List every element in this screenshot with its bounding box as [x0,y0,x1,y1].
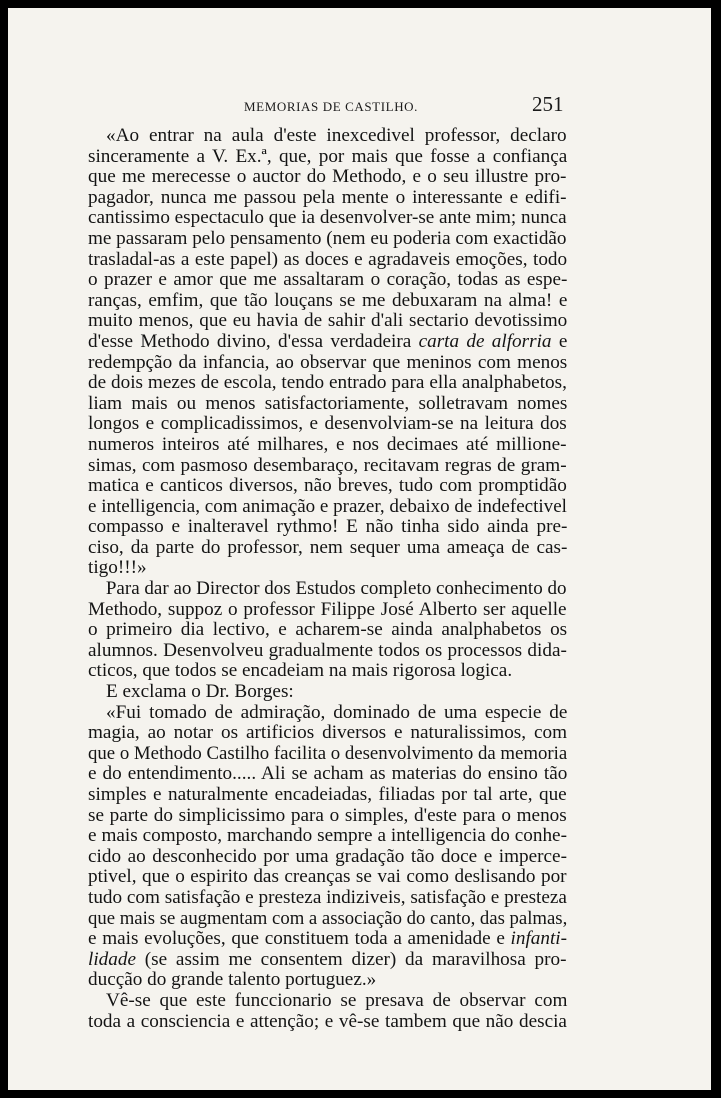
book-page [8,8,711,1090]
text-line [88,332,567,353]
text-line-content: magia, ao notar os artificios diversos e naturalissimos, com [88,722,568,744]
text-line [88,517,567,538]
text-line [88,950,567,971]
text-line-content: me passaram pelo pensamento (nem eu poderia com exactidão [88,227,567,249]
text-line-content: «Ao entrar na aula d'este inexcedivel professor, declaro [106,125,567,146]
text-line [88,867,567,888]
text-line-content: tigo!!!» [88,557,147,579]
text-line-content: simples e naturalmente encadeiadas, filiadas por tal arte, que [88,784,567,805]
text-line-content: E exclama o Dr. Borges: [106,681,294,703]
text-line [88,888,567,909]
text-line [88,970,567,991]
text-line-content: compasso e inalteravel rythmo! E não tinha sido ainda pre- [88,516,568,538]
running-title: MEMORIAS DE CASTILHO. [244,99,419,114]
text-line-content: e do entendimento..... Ali se acham as materias do ensino tão [88,763,568,785]
text-line [88,991,567,1012]
text-line-content: se parte do simplicissimo para o simples, d'este para o menos [88,804,567,826]
text-line [88,1012,567,1033]
text-line-content: o primeiro dia lectivo, e acharem-se ainda analphabetos os [88,619,568,641]
text-line-content: e mais evoluções, que constituem toda a amenidade e [88,928,511,950]
text-line [88,495,567,518]
text-line-content: cantissimo espectaculo que ia desenvolver-se ante mim; nunca [88,207,567,229]
text-line-content: pagador, nunca me passou pela mente o interessante e edifi- [88,186,567,208]
text-line-content: redempção da infancia, ao observar que meninos com menos [88,351,568,373]
text-line [88,208,566,229]
text-line-content: de dois mezes de escola, tendo entrado para ella analphabetos, [88,372,567,394]
text-line-content: ranças, emfim, que tão louçans se me debuxaram na alma! e [88,289,568,311]
text-line-content: muito menos, que eu havia de sahir d'ali sectario devotissimo [88,310,568,332]
text-line [88,847,567,868]
text-line [88,126,567,147]
text-line [88,147,567,168]
text-line [88,311,567,332]
text-line [88,661,567,682]
text-line-content: Para dar ao Director dos Estudos completo conhecimento do [105,578,567,600]
text-line-content: «Fui tomado de admiração, dominado de uma especie de [106,701,568,723]
text-line-content: tudo com satisfação e presteza indiziveis, satisfação e presteza [88,886,567,908]
text-line-content: d'esse Methodo divino, d'essa verdadeira [88,330,419,352]
text-line-content: cido ao desconhecido por uma gradação tão doce e imperce- [88,845,567,867]
text-line-content: simas, com pasmoso desembaraço, recitavam regras de gram- [88,454,567,476]
text-line-content: matica e canticos diversos, não breves, tudo com promptidão [88,475,567,497]
page-number: 251 [532,92,564,116]
text-line [88,703,567,724]
text-line-content: ptivel, que o espirito das creanças se vai como deslisando por [88,866,567,888]
text-line [88,682,567,703]
text-line-content: ciso, da parte do professor, nem sequer uma ameaça de cas- [88,536,568,558]
body-text [88,126,567,1032]
text-line [88,641,567,662]
text-line-content: que mais se augmentam com a associação do canto, das palmas, [88,907,568,929]
text-line-content: que me merecesse o auctor do Methodo, e o seu illustre pro- [88,166,567,188]
text-line [88,785,567,806]
text-line [88,578,567,600]
text-line [88,558,567,579]
text-line-content: toda a consciencia e attenção; e vê-se tambem que não descia [88,1010,567,1032]
text-line [88,270,567,291]
text-line [88,826,567,847]
text-line [88,538,567,559]
text-line-content: liam mais ou menos satisfactoriamente, solletravam nomes [88,392,568,414]
text-line [88,167,567,188]
text-line [88,742,568,765]
text-line-content: cticos, que todos se encadeiam na mais rigorosa logica. [88,660,513,682]
text-line [88,620,567,641]
text-line-content: que o Methodo Castilho facilita o desenvolvimento da memoria [88,742,568,764]
text-line-content: e mais composto, marchando sempre a intelligencia do conhe- [88,825,567,847]
text-line-content: numeros inteiros até milhares, e nos decimaes até millione- [88,433,567,455]
italic-phrase: carta de alforria [418,330,552,352]
text-line-tail: e [551,330,568,352]
text-line-content: trasladal-as a este papel) as doces e agradaveis emoções, todo [88,248,568,270]
text-line [88,229,566,250]
text-line-content: e intelligencia, com animação e prazer, debaixo de indefectivel [88,495,567,517]
text-line-content: ducção do grande talento portuguez.» [88,969,377,991]
text-line [88,600,567,621]
text-line-content: sinceramente a V. Ex.ª, que, por mais que fosse a confiança [88,145,568,167]
text-line [88,188,567,209]
text-line [88,907,568,930]
text-line [88,394,567,415]
text-line [88,435,567,456]
text-line-content: alumnos. Desenvolveu gradualmente todos os processos dida- [88,639,567,661]
italic-phrase: lidade [88,948,136,970]
text-line [88,373,567,394]
text-line-content: Methodo, suppoz o professor Filippe José Alberto ser aquelle [88,598,567,620]
text-line [88,723,567,744]
text-line [88,414,567,435]
text-line [88,764,567,785]
text-line [88,929,567,950]
text-line-content: o prazer e amor que me assaltaram o coração, todas as espe- [88,269,568,291]
text-line-tail: (se assim me consentem dizer) da maravilhosa pro- [135,948,567,970]
italic-phrase: infanti- [510,928,568,950]
text-line [88,476,567,497]
text-line [88,353,567,374]
text-line [88,291,567,312]
text-line [88,250,567,271]
text-line [88,806,567,827]
text-line-content: longos e complicadissimos, e desenvolviam-se na leitura dos [88,413,567,435]
page-header [8,92,711,122]
text-line [88,456,567,477]
text-line-content: Vê-se que este funccionario se presava de observar com [106,989,568,1011]
